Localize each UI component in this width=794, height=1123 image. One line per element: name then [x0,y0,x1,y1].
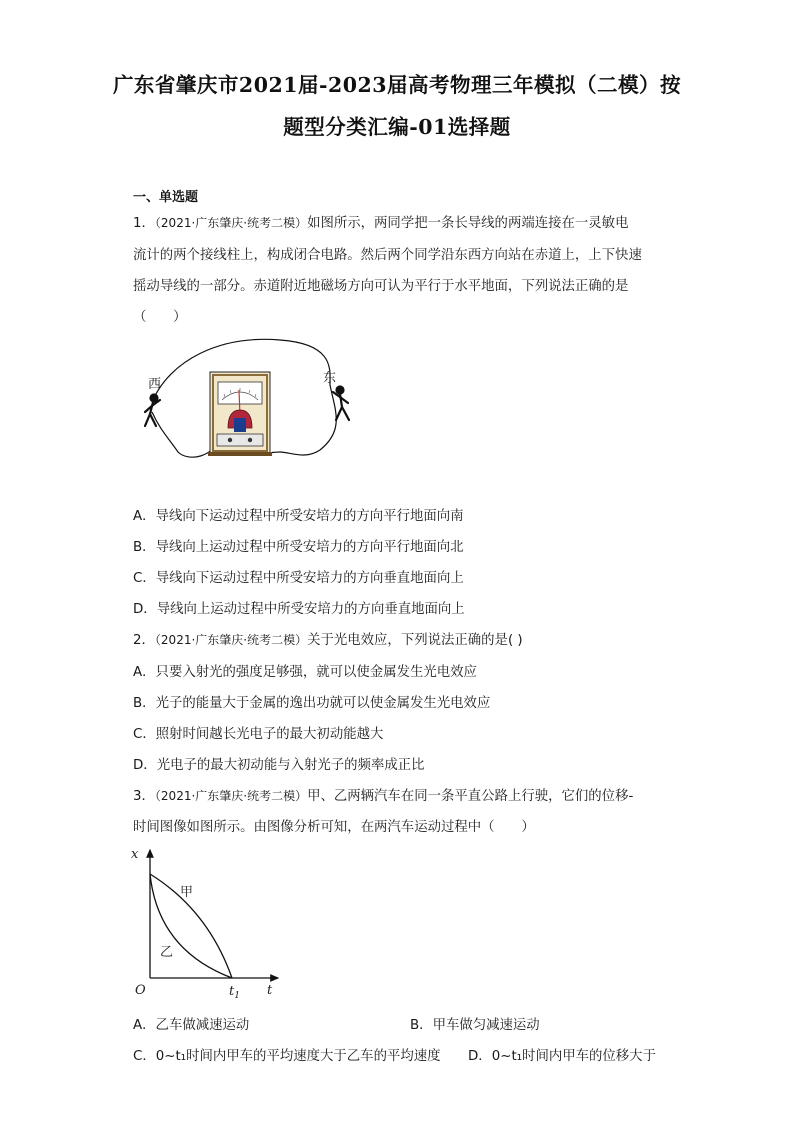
y-axis-label: x [131,847,139,862]
q3-source: （2021·广东肇庆·统考二模） [154,789,308,803]
origin-label: O [135,983,146,998]
q1-answer-bracket: （ ） [133,310,187,325]
q3-option-c[interactable]: C．0~t₁时间内甲车的平均速度大于乙车的平均速度 [133,1049,441,1064]
galvanometer-icon [208,372,272,456]
q2-source: （2021·广东肇庆·统考二模） [154,633,308,647]
q2-option-c[interactable]: C．照射时间越长光电子的最大初动能越大 [133,727,384,742]
q3-stem-line-1 [133,785,633,804]
q3-number: 3． [133,789,155,804]
t1-label: $t_1$ [229,984,240,1001]
section-heading: 一、单选题 [133,190,199,205]
q3-graph [128,840,288,1005]
west-label: 西 [148,377,162,392]
q3-text: 甲、乙两辆汽车在同一条平直公路上行驶，它们的位移- [307,789,634,804]
q1-option-a[interactable]: A．导线向下运动过程中所受安培力的方向平行地面向南 [133,509,464,524]
q1-number: 1． [133,216,155,231]
q1-stem-line-2: 流计的两个接线柱上，构成闭合电路。然后两个同学沿东西方向站在赤道上，上下快速 [133,248,642,263]
q3-option-d[interactable]: D．0~t₁时间内甲车的位移大于 [468,1049,656,1064]
q1-option-c[interactable]: C．导线向下运动过程中所受安培力的方向垂直地面向上 [133,571,464,586]
q1-option-b[interactable]: B．导线向上运动过程中所受安培力的方向平行地面向北 [133,540,464,555]
q3-option-a[interactable]: A．乙车做减速运动 [133,1018,250,1033]
q2-stem [133,629,523,648]
q2-option-a[interactable]: A．只要入射光的强度足够强，就可以使金属发生光电效应 [133,665,477,680]
q2-number: 2． [133,633,155,648]
east-label: 东 [323,371,337,386]
q2-option-d[interactable]: D．光电子的最大初动能与入射光子的频率成正比 [133,758,425,773]
q1-option-d[interactable]: D．导线向上运动过程中所受安培力的方向垂直地面向上 [133,602,465,617]
q2-option-b[interactable]: B．光子的能量大于金属的逸出功就可以使金属发生光电效应 [133,696,491,711]
q1-stem-line-1 [133,212,628,231]
q3-stem-line-2: 时间图像如图所示。由图像分析可知，在两汽车运动过程中（ ） [133,820,535,835]
q1-figure [130,330,370,480]
q2-text: 关于光电效应，下列说法正确的是( ) [307,633,523,648]
label-jia: 甲 [180,885,194,900]
page-title-line-1: 广东省肇庆市2021届-2023届高考物理三年模拟（二模）按 [112,73,682,97]
page-title-line-2: 题型分类汇编-01选择题 [283,115,511,139]
q1-stem-line-3: 摇动导线的一部分。赤道附近地磁场方向可认为平行于水平地面，下列说法正确的是 [133,279,629,294]
label-yi: 乙 [160,945,174,960]
t-axis-label: t [267,983,273,998]
q3-option-b[interactable]: B．甲车做匀减速运动 [410,1018,540,1033]
west-student-icon [145,395,160,427]
q1-source: （2021·广东肇庆·统考二模） [154,216,308,230]
q1-text: 如图所示，两同学把一条长导线的两端连接在一灵敏电 [307,216,629,231]
